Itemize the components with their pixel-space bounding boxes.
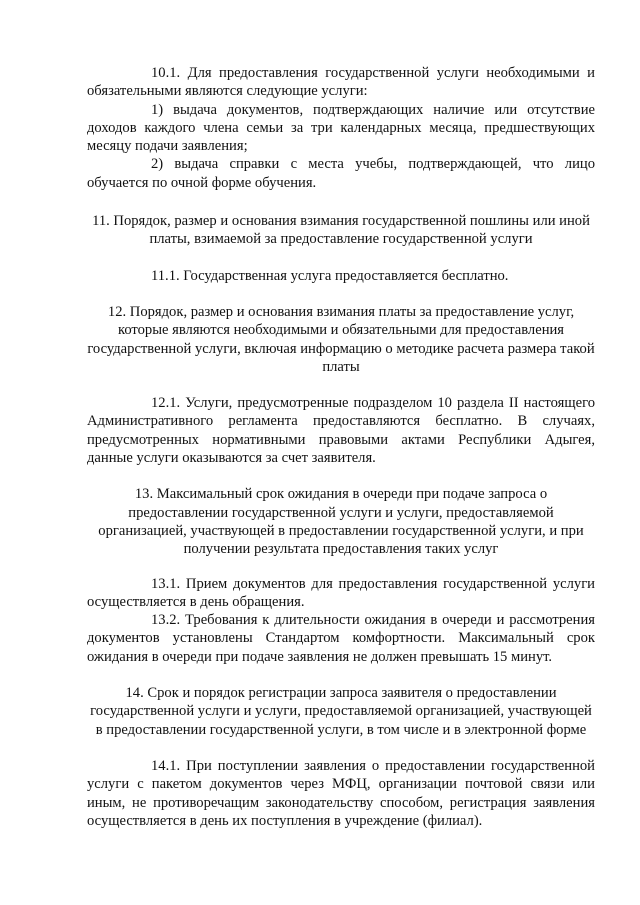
paragraph-10-1: 10.1. Для предоставления государственной услуги необходимыми и обязательными являются следующие услуги:: [87, 65, 595, 100]
paragraph-12-1: 12.1. Услуги, предусмотренные подразделом 10 раздела II настоящего Административного регламента предоставляются бесплатно. В случаях, предусмотренных нормативными правовыми актами Республики Адыгея, данные услуги оказываются за счет заявителя.: [87, 395, 595, 467]
paragraph-10-1-item-2: 2) выдача справки с места учебы, подтверждающей, что лицо обучается по очной форме обучения.: [87, 156, 595, 191]
section-heading-14: 14. Срок и порядок регистрации запроса заявителя о предоставлении государственной услуги и услуги, предоставляемой организацией, участвующей в предоставлении государственной услуги, в том числе и в электронной форме: [90, 685, 592, 738]
paragraph-13-1: 13.1. Прием документов для предоставления государственной услуги осуществляется в день обращения.: [87, 575, 595, 610]
paragraph-10-1-item-1: 1) выдача документов, подтверждающих наличие или отсутствие доходов каждого члена семьи за три календарных месяца, предшествующих месяцу подачи заявления;: [87, 101, 595, 155]
paragraph-14-1: 14.1. При поступлении заявления о предоставлении государственной услуги с пакетом документов через МФЦ, организации почтовой связи или иным, не противоречащим законодательству способом, регистрация заявления осуществляется в день их поступления в учреждение (филиал).: [87, 757, 595, 829]
document-page: [87, 64, 595, 830]
section-heading-11: 11. Порядок, размер и основания взимания государственной пошлины или иной платы, взимаемой за предоставление государственной услуги: [92, 213, 590, 248]
paragraph-11-1: 11.1. Государственная услуга предоставляется бесплатно.: [151, 267, 509, 284]
section-heading-12: 12. Порядок, размер и основания взимания платы за предоставление услуг, которые являются необходимыми и обязательными для предоставления государственной услуги, включая информацию о методике расчета размера такой платы: [87, 303, 595, 375]
paragraph-13-2: 13.2. Требования к длительности ожидания в очереди и рассмотрения документов установлены Стандартом комфортности. Максимальный срок ожидания в очереди при подаче заявления не должен превышать 15 минут.: [87, 612, 595, 665]
section-heading-13: 13. Максимальный срок ожидания в очереди при подаче запроса о предоставлении государственной услуги и услуги, предоставляемой организацией, участвующей в предоставлении государственной услуги, и при получении результата предоставления таких услуг: [98, 486, 584, 558]
